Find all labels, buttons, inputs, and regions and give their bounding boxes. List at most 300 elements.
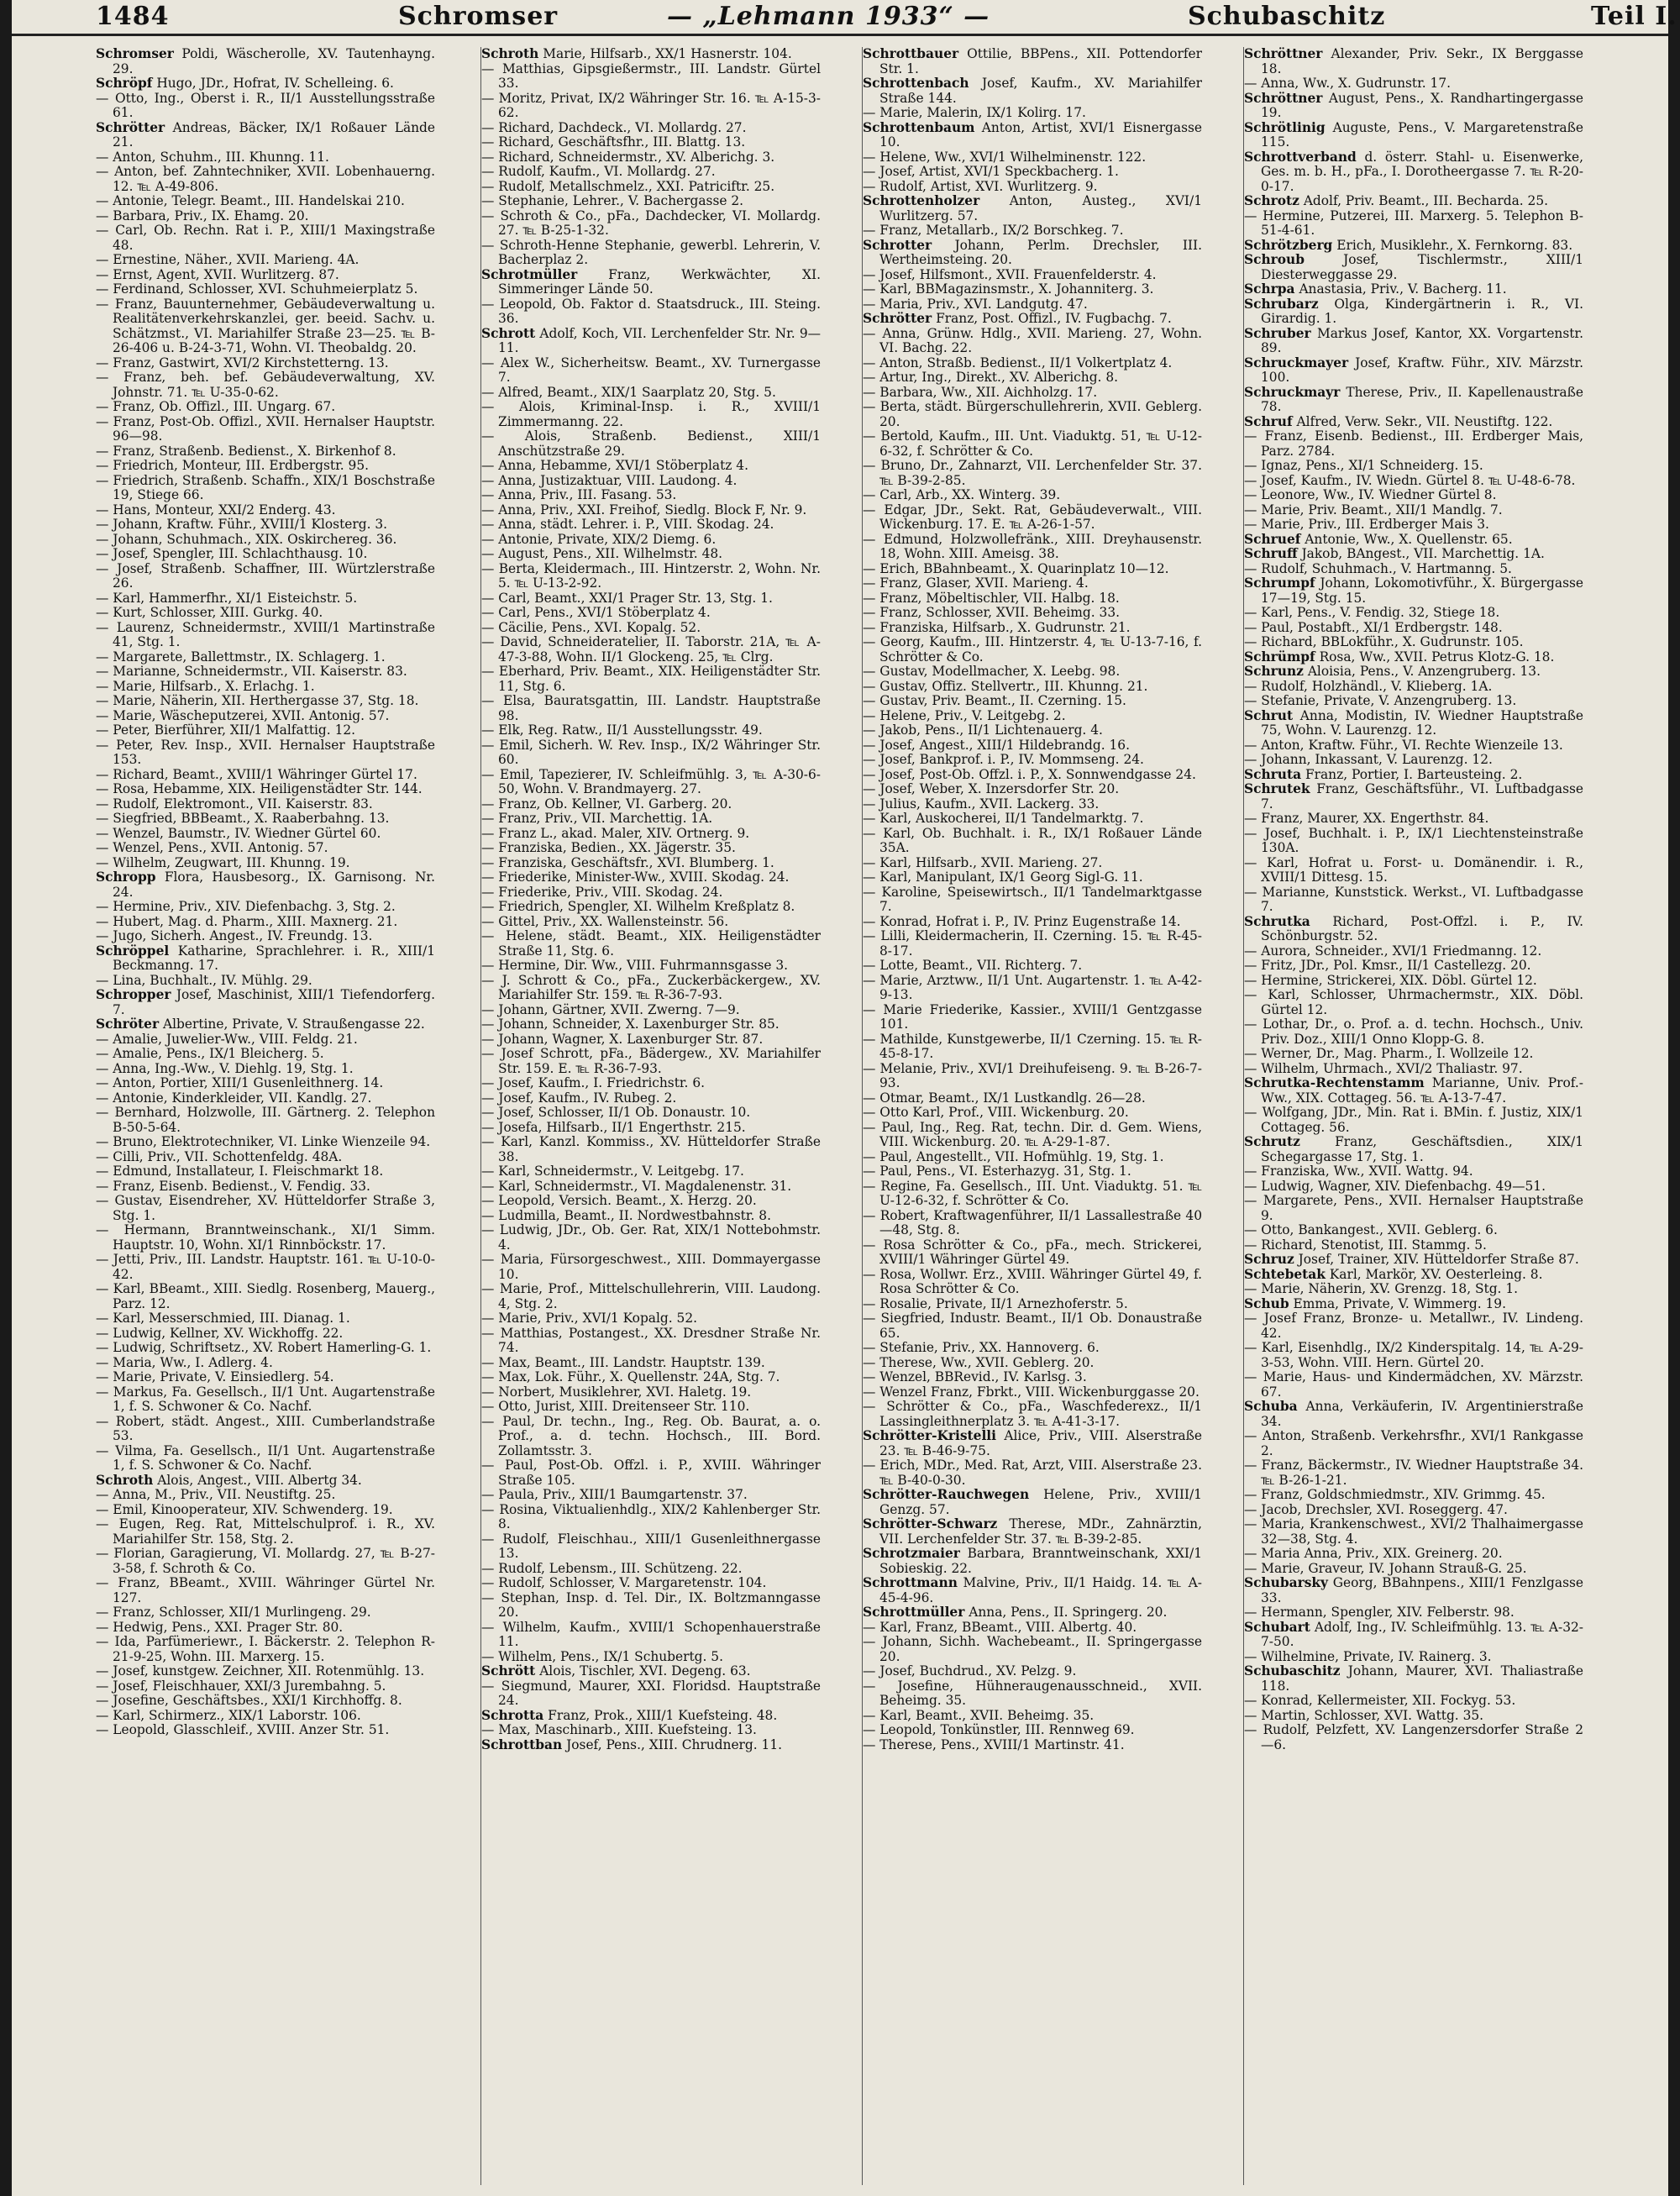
entry-text: — Gittel, Priv., XX. Wallensteinstr. 56. (481, 913, 729, 929)
entry-text: — Berta, Kleidermach., III. Hintzerstr. 2, Wohn. Nr. 5. ℡ U-13-2-92. (481, 560, 821, 591)
directory-entry (481, 665, 821, 694)
entry-text: Adolf, Koch, VII. Lerchenfelder Str. Nr. 9—11. (498, 325, 821, 355)
directory-entry (96, 1223, 435, 1253)
entry-text: — Paula, Priv., XIII/1 Baumgartenstr. 37. (481, 1487, 748, 1502)
entry-text: — Karl, BBMagazinsmstr., X. Johanniterg. 3. (863, 281, 1154, 297)
directory-entry (481, 1562, 821, 1577)
entry-text: — Franz, Glaser, XVII. Marieng. 4. (863, 575, 1089, 591)
entry-text: Johann, Lokomotivführ., X. Bürgergasse 17—19, Stg. 15. (1261, 575, 1583, 606)
directory-entry (96, 165, 435, 194)
entry-text: — Hermine, Dir. Ww., VIII. Fuhrmannsgasse 3. (481, 958, 789, 973)
directory-entry (481, 1091, 821, 1106)
entry-text: — Kurt, Schlosser, XIII. Gurkg. 40. (96, 605, 323, 620)
entry-text: — Elk, Reg. Ratw., II/1 Ausstellungsstr. 49. (481, 722, 763, 738)
directory-entry (481, 1503, 821, 1532)
entry-text: — Rosina, Viktualienhdlg., XIX/2 Kahlenberger Str. 8. (481, 1501, 821, 1531)
entry-text: — Wenzel, Pens., XVII. Antonig. 57. (96, 840, 328, 855)
entry-surname: Schrotz (1244, 193, 1299, 208)
directory-entry (863, 1341, 1202, 1356)
directory-entry (1244, 253, 1583, 282)
entry-surname: Schromser (96, 46, 174, 61)
directory-entry (96, 121, 435, 150)
entry-text: — Wolfgang, JDr., Min. Rat i. BMin. f. Justiz, XIX/1 Cottageg. 56. (1244, 1105, 1583, 1135)
directory-entry (1244, 709, 1583, 738)
directory-entry (1244, 885, 1583, 915)
directory-entry (1244, 415, 1583, 430)
entry-text: — Emil, Kinooperateur, XIV. Schwenderg. 19. (96, 1501, 393, 1517)
directory-entry (96, 1311, 435, 1327)
entry-text: — Antonie, Telegr. Beamt., III. Handelskai 210. (96, 193, 405, 208)
entry-text: — Friederike, Priv., VIII. Skodag. 24. (481, 884, 723, 900)
entry-text: — Alex W., Sicherheitsw. Beamt., XV. Turnergasse 7. (481, 355, 821, 385)
directory-entry (96, 812, 435, 827)
entry-text: — Anton, Schuhm., III. Khunng. 11. (96, 149, 329, 165)
directory-entry (96, 900, 435, 915)
entry-text: Malvine, Priv., II/1 Haidg. 14. ℡ A-45-4-96. (879, 1575, 1202, 1605)
entry-text: Anna, Modistin, IV. Wiedner Hauptstraße 75, Wohn. V. Laurenzg. 12. (1261, 707, 1583, 738)
directory-entry (1244, 635, 1583, 650)
directory-entry (96, 680, 435, 695)
directory-entry (481, 929, 821, 959)
entry-text: — Anna, Justizaktuar, VIII. Laudong. 4. (481, 472, 738, 488)
directory-entry (1244, 1268, 1583, 1283)
directory-entry (96, 356, 435, 371)
entry-text: Flora, Hausbesorg., IX. Garnisong. Nr. 24. (113, 869, 435, 900)
entry-surname: Schrötter-Schwarz (863, 1516, 998, 1531)
entry-surname: Schrötzberg (1244, 237, 1333, 253)
entry-text: — Josef, kunstgew. Zeichner, XII. Rotenmühlg. 13. (96, 1663, 425, 1679)
directory-entry (96, 1150, 435, 1165)
directory-entry (481, 165, 821, 180)
directory-entry (1244, 1664, 1583, 1694)
entry-text: — Hermine, Priv., XIV. Diefenbachg. 3, Stg. 2. (96, 899, 396, 914)
directory-entry (1244, 1547, 1583, 1562)
entry-text: — Karl, Hilfsarb., XVII. Marieng. 27. (863, 854, 1103, 870)
entry-text: — Peter, Rev. Insp., XVII. Hernalser Hauptstraße 153. (96, 737, 435, 767)
entry-text: — Hermann, Branntweinschank., XI/1 Simm. Hauptstr. 10, Wohn. XI/1 Rinnböckstr. 17. (96, 1222, 435, 1253)
entry-text: — Anna, Hebamme, XVI/1 Stöberplatz 4. (481, 458, 748, 473)
directory-entry (863, 76, 1202, 106)
directory-entry (96, 665, 435, 680)
entry-text: Franz, Werkwächter, XI. Simmeringer Lände 50. (498, 266, 821, 297)
entry-text: — Eberhard, Priv. Beamt., XIX. Heiligenstädter Str. 11, Stg. 6. (481, 664, 821, 694)
entry-text: — Eugen, Reg. Rat, Mittelschulprof. i. R., XV. Mariahilfer Str. 158, Stg. 2. (96, 1516, 435, 1547)
entry-surname: Schrotzmaier (863, 1546, 960, 1561)
directory-entry (863, 386, 1202, 401)
entry-surname: Schrümpf (1244, 649, 1315, 665)
entry-text: — Anton, Kraftw. Führ., VI. Rechte Wienzeile 13. (1244, 737, 1563, 753)
directory-entry (481, 1488, 821, 1503)
directory-entry (863, 1709, 1202, 1724)
directory-entry (96, 1370, 435, 1385)
entry-text: — Ignaz, Pens., XI/1 Schneiderg. 15. (1244, 458, 1483, 473)
entry-text: — Franziska, Hilfsarb., X. Gudrunstr. 21. (863, 619, 1131, 635)
entry-text: — Carl, Ob. Rechn. Rat i. P., XIII/1 Maxingstraße 48. (96, 223, 435, 253)
entry-text: Richard, Post-Offzl. i. P., IV. Schönburgstr. 52. (1261, 913, 1583, 943)
directory-entry (96, 1415, 435, 1444)
directory-entry (1244, 782, 1583, 812)
entry-surname: Schrubarz (1244, 296, 1319, 312)
directory-entry (96, 1327, 435, 1342)
entry-surname: Schrunz (1244, 664, 1304, 679)
directory-entry (96, 1341, 435, 1356)
entry-text: — Regine, Fa. Gesellsch., III. Unt. Viaduktg. 51. ℡ U-12-6-32, f. Schrötter & Co. (863, 1178, 1202, 1208)
directory-entry (1244, 606, 1583, 621)
directory-entry (96, 827, 435, 842)
entry-text: — Bruno, Elektrotechniker, VI. Linke Wienzeile 94. (96, 1134, 431, 1149)
directory-entry (481, 768, 821, 797)
entry-text: — Laurenz, Schneidermstr., XVIII/1 Martinstraße 41, Stg. 1. (96, 619, 435, 649)
entry-text: Markus Josef, Kantor, XX. Vorgartenstr. 89. (1261, 325, 1583, 355)
entry-text: — Siegfried, BBBeamt., X. Raaberbahng. 13. (96, 811, 390, 826)
entry-text: — Franz, Ob. Offizl., III. Ungarg. 67. (96, 399, 336, 414)
entry-text: — Gustav, Offiz. Stellvertr., III. Khunng. 21. (863, 678, 1148, 694)
directory-entry (96, 503, 435, 518)
directory-entry (96, 944, 435, 974)
directory-entry (1244, 1650, 1583, 1665)
directory-entry (1244, 1106, 1583, 1135)
directory-entry (863, 239, 1202, 268)
directory-entry (863, 768, 1202, 783)
directory-entry (1244, 1282, 1583, 1297)
directory-entry (863, 959, 1202, 974)
entry-text: — Johann, Wagner, X. Laxenburger Str. 87. (481, 1031, 764, 1047)
directory-entry (481, 1311, 821, 1327)
directory-entry (481, 239, 821, 268)
entry-text: — Anton, bef. Zahntechniker, XVII. Lobenhauerng. 12. ℡ A-49-806. (96, 164, 435, 194)
entry-text: — Ludwig, Kellner, XV. Wickhoffg. 22. (96, 1325, 344, 1341)
directory-entry (863, 709, 1202, 724)
directory-entry (481, 1621, 821, 1650)
entry-text: — Josefa, Hilfsarb., II/1 Engerthstr. 215. (481, 1119, 746, 1135)
directory-entry (1244, 621, 1583, 636)
entry-text: — Marie, Näherin, XV. Grenzg. 18, Stg. 1. (1244, 1281, 1519, 1296)
entry-text: Emma, Private, V. Wimmerg. 19. (1293, 1295, 1506, 1311)
entry-text: — Karoline, Speisewirtsch., II/1 Tandelmarktgasse 7. (863, 884, 1202, 914)
entry-text: Olga, Kindergärtnerin i. R., VI. Girardig. 1. (1261, 296, 1583, 326)
entry-text: — Franz, Bauunternehmer, Gebäudeverwaltung u. Realitätenverkehrskanzlei, ger. beeid. Sachv. u. Schätzmst., VI. Mariahilfer Straße 23—25. ℡ B-26-406 u. B-24-3-71, Wohn. VI. Theobaldg. 20. (96, 296, 435, 355)
entry-text: — Edgar, JDr., Sekt. Rat, Gebäudeverwalt., VIII. Wickenburg. 17. E. ℡ A-26-1-57. (863, 502, 1202, 532)
directory-entry (481, 474, 821, 489)
entry-text: — Rudolf, Schuhmach., V. Hartmanng. 5. (1244, 560, 1512, 576)
directory-entry (481, 503, 821, 518)
entry-text: Therese, MDr., Zahnärztin, VII. Lerchenfelder Str. 37. ℡ B-39-2-85. (879, 1516, 1202, 1547)
directory-entry (1244, 944, 1583, 959)
directory-entry (96, 1517, 435, 1547)
entry-text: — Antonie, Kinderkleider, VII. Kandlg. 27. (96, 1090, 372, 1106)
directory-entry (1244, 988, 1583, 1017)
directory-entry (863, 665, 1202, 680)
entry-text: — Franz, BBeamt., XVIII. Währinger Gürtel Nr. 127. (96, 1575, 435, 1605)
entry-text: — Edmund, Installateur, I. Fleischmarkt 18. (96, 1164, 384, 1179)
entry-text: — Georg, Kaufm., III. Hintzerstr. 4, ℡ U-13-7-16, f. Schrötter & Co. (863, 634, 1202, 665)
directory-entry (481, 1209, 821, 1224)
entry-text: — Marie, Priv., III. Erdberger Mais 3. (1244, 517, 1489, 532)
entry-text: — Josef, Straßenb. Schaffner, III. Würtzlerstraße 26. (96, 560, 435, 591)
directory-entry (1244, 517, 1583, 533)
directory-entry (1244, 356, 1583, 386)
entry-text: — Otto, Ing., Oberst i. R., II/1 Ausstellungsstraße 61. (96, 90, 435, 120)
directory-entry (863, 1150, 1202, 1165)
entry-surname: Schrutka-Rechtenstamm (1244, 1075, 1425, 1090)
directory-entry (96, 723, 435, 738)
directory-entry (863, 797, 1202, 812)
entry-text: — Josef, Schlosser, II/1 Ob. Donaustr. 10. (481, 1105, 751, 1120)
entry-text: — Franz, Schlosser, XVII. Beheimg. 33. (863, 605, 1121, 620)
entry-text: — Karl, Hofrat u. Forst- u. Domänendir. i. R., XVIII/1 Dittesg. 15. (1244, 854, 1583, 885)
directory-entry (1244, 474, 1583, 489)
directory-entry (96, 1694, 435, 1709)
entry-text: — Fritz, JDr., Pol. Kmsr., II/1 Castellezg. 20. (1244, 958, 1531, 973)
directory-entry (96, 1488, 435, 1503)
entry-text: — Hubert, Mag. d. Pharm., XIII. Maxnerg. 21. (96, 913, 398, 929)
entry-text: Anton, Artist, XVI/1 Eisnergasse 10. (879, 119, 1202, 150)
entry-text: — Stefanie, Private, V. Anzengruberg. 13. (1244, 693, 1517, 708)
entry-text: — Richard, Schneidermstr., XV. Alberichg. 3. (481, 149, 775, 165)
directory-entry (96, 768, 435, 783)
header-last-entry: Schubaschitz (1188, 2, 1386, 31)
entry-text: — Franz, Ob. Kellner, VI. Garberg. 20. (481, 796, 732, 812)
directory-entry (481, 974, 821, 1003)
directory-entry (481, 635, 821, 665)
entry-text: — Josef Schrott, pFa., Bädergew., XV. Mariahilfer Str. 159. E. ℡ R-36-7-93. (481, 1046, 821, 1076)
directory-entry (863, 1091, 1202, 1106)
entry-text: — Wilhelmine, Private, IV. Rainerg. 3. (1244, 1648, 1492, 1664)
entry-text: — Rudolf, Schlosser, V. Margaretenstr. 104. (481, 1575, 767, 1590)
directory-entry (1244, 1605, 1583, 1621)
entry-text: — Robert, Kraftwagenführer, II/1 Lassallestraße 40—48, Stg. 8. (863, 1207, 1202, 1237)
entry-text: — Marie, Arztww., II/1 Unt. Augartenstr. 1. ℡ A-42-9-13. (863, 972, 1202, 1002)
directory-entry (96, 1576, 435, 1605)
directory-entry (863, 268, 1202, 283)
entry-text: — Rosa, Wollwr. Erz., XVIII. Währinger Gürtel 49, f. Rosa Schrötter & Co. (863, 1266, 1202, 1296)
directory-entry (1244, 76, 1583, 92)
entry-surname: Schröttner (1244, 90, 1323, 106)
entry-surname: Schrottenbaum (863, 119, 975, 135)
directory-entry (481, 856, 821, 871)
entry-text: — Maria, Fürsorgeschwest., XIII. Dommayergasse 10. (481, 1252, 821, 1282)
entry-text: — Florian, Garagierung, VI. Mollardg. 27, ℡ B-27-3-58, f. Schroth & Co. (96, 1546, 435, 1576)
entry-text: — Franz, Möbeltischler, VII. Halbg. 18. (863, 590, 1120, 606)
directory-entry (863, 1605, 1202, 1621)
directory-entry (96, 694, 435, 709)
directory-entry (863, 1062, 1202, 1091)
directory-entry (481, 209, 821, 239)
directory-entry (481, 885, 821, 901)
directory-entry (96, 1444, 435, 1474)
directory-entry (96, 1635, 435, 1664)
entry-text: — Karl, Auskocherei, II/1 Tandelmarktg. 7. (863, 811, 1144, 826)
directory-entry (1244, 47, 1583, 76)
entry-text: — Karl, Messerschmied, III. Dianag. 1. (96, 1311, 350, 1326)
entry-text: Karl, Markör, XV. Oesterleing. 8. (1329, 1266, 1543, 1282)
entry-text: — Josefine, Hühneraugenausschneid., XVII. Beheimg. 35. (863, 1678, 1202, 1708)
entry-text: — Paul, Pens., VI. Esterhazyg. 31, Stg. 1. (863, 1164, 1131, 1179)
directory-entry (481, 1400, 821, 1415)
directory-entry (96, 1032, 435, 1048)
directory-entry (1244, 92, 1583, 121)
entry-surname: Schub (1244, 1295, 1289, 1311)
directory-entry (481, 1076, 821, 1091)
entry-text: — Hans, Monteur, XXI/2 Enderg. 43. (96, 502, 336, 517)
directory-entry (863, 694, 1202, 709)
entry-text: — Alois, Kriminal-Insp. i. R., XVIII/1 Zimmermanng. 22. (481, 399, 821, 429)
entry-text: — Franz, Bäckermstr., IV. Wiedner Hauptstraße 34. ℡ B-26-1-21. (1244, 1458, 1583, 1488)
directory-entry (1244, 1694, 1583, 1709)
entry-text: — Stefanie, Priv., XX. Hannoverg. 6. (863, 1340, 1100, 1355)
entry-text: — Marianne, Kunststick. Werkst., VI. Luftbadgasse 7. (1244, 884, 1583, 914)
directory-entry (1244, 209, 1583, 239)
entry-text: — Franz L., akad. Maler, XIV. Ortnerg. 9. (481, 825, 750, 841)
directory-entry (481, 194, 821, 209)
entry-text: — Ida, Parfümeriewr., I. Bäckerstr. 2. Telephon R-21-9-25, Wohn. III. Marxerg. 15. (96, 1634, 435, 1664)
entry-text: — Matthias, Postangest., XX. Dresdner Straße Nr. 74. (481, 1325, 821, 1355)
directory-entry (863, 1621, 1202, 1636)
directory-entry (96, 591, 435, 607)
entry-text: — Hedwig, Pens., XXI. Prager Str. 80. (96, 1619, 344, 1635)
directory-entry (481, 723, 821, 738)
entry-surname: Schroub (1244, 252, 1305, 267)
directory-entry (481, 47, 821, 62)
entry-text: — Ludwig, Wagner, XIV. Diefenbachg. 49—51. (1244, 1178, 1546, 1194)
entry-text: — Cäcilie, Pens., XVI. Kopalg. 52. (481, 619, 701, 635)
directory-entry (1244, 194, 1583, 209)
directory-entry (481, 1179, 821, 1195)
directory-entry (481, 1664, 821, 1679)
directory-entry (863, 562, 1202, 577)
directory-entry (863, 533, 1202, 562)
entry-text: Alois, Tischler, XVI. Degeng. 63. (539, 1663, 751, 1679)
directory-entry (96, 1503, 435, 1518)
entry-surname: Schröttner (1244, 46, 1323, 61)
directory-entry (481, 1679, 821, 1709)
directory-entry (863, 885, 1202, 915)
entry-text: — Rudolf, Metallschmelz., XXI. Patriciftr. 25. (481, 178, 775, 194)
entry-text: — Anton, Straßenb. Verkehrsfhr., XVI/1 Rankgasse 2. (1244, 1428, 1583, 1458)
directory-entry (481, 591, 821, 607)
entry-text: Hugo, JDr., Hofrat, IV. Schelleing. 6. (156, 76, 394, 91)
directory-entry (96, 1091, 435, 1106)
page-number: 1484 (96, 2, 170, 31)
entry-text: — Melanie, Priv., XVI/1 Dreihufeiseng. 9. ℡ B-26-7-93. (863, 1060, 1202, 1090)
directory-entry (481, 915, 821, 930)
directory-entry (863, 312, 1202, 327)
entry-text: — Siegfried, Industr. Beamt., II/1 Ob. Donaustraße 65. (863, 1311, 1202, 1341)
directory-entry (481, 1385, 821, 1400)
entry-text: Therese, Priv., II. Kapellenaustraße 78. (1261, 384, 1583, 414)
directory-entry (481, 1532, 821, 1562)
entry-text: — Wenzel, Baumstr., IV. Wiedner Gürtel 60. (96, 825, 381, 841)
entry-text: — Matthias, Gipsgießermstr., III. Landstr. Gürtel 33. (481, 60, 821, 91)
directory-entry (96, 1253, 435, 1282)
entry-text: — Hermann, Spengler, XIV. Felberstr. 98. (1244, 1605, 1515, 1620)
directory-column-3 (862, 47, 1202, 2185)
directory-entry (1244, 429, 1583, 459)
entry-text: Albertine, Private, V. Straußengasse 22. (162, 1017, 425, 1032)
entry-text: — Edmund, Holzwollefränk., XIII. Dreyhausenstr. 18, Wohn. XIII. Ameisg. 38. (863, 531, 1202, 561)
directory-entry (96, 782, 435, 797)
entry-text: — Johann, Gärtner, XVII. Zwerng. 7—9. (481, 1001, 740, 1017)
entry-text: — Berta, städt. Bürgerschullehrerin, XVII. Geblerg. 20. (863, 399, 1202, 429)
entry-text: Josef, Tischlermstr., XIII/1 Diesterweggasse 29. (1261, 252, 1583, 282)
entry-text: — Marie, Näherin, XII. Herthergasse 37, Stg. 18. (96, 693, 419, 708)
entry-text: — Paul, Dr. techn., Ing., Reg. Ob. Baurat, a. o. Prof., a. d. techn. Hochsch., III. Bord. Zollamtsstr. 3. (481, 1413, 821, 1458)
directory-entry (1244, 812, 1583, 827)
header-title: — „Lehmann 1933“ — (667, 2, 990, 31)
entry-text: — Martin, Schlosser, XVI. Wattg. 35. (1244, 1707, 1484, 1723)
entry-text: — Ernestine, Näher., XVII. Marieng. 4A. (96, 252, 360, 267)
directory-entry (96, 841, 435, 856)
entry-text: — Wilhelm, Zeugwart, III. Khunng. 19. (96, 854, 350, 870)
entry-text: Erich, Musiklehr., X. Fernkorng. 83. (1336, 237, 1573, 253)
entry-text: — Anna, Ww., X. Gudrunstr. 17. (1244, 76, 1452, 91)
entry-text: — Karl, Pens., V. Fendig. 32, Stiege 18. (1244, 605, 1500, 620)
entry-text: — Otto, Bankangest., XVII. Geblerg. 6. (1244, 1222, 1498, 1237)
directory-entry (863, 1664, 1202, 1679)
directory-entry (96, 92, 435, 121)
directory-entry (96, 1282, 435, 1311)
entry-text: — Lothar, Dr., o. Prof. a. d. techn. Hochsch., Univ. Priv. Doz., XIII/1 Onno Klopp-G. 8. (1244, 1017, 1583, 1047)
entry-text: — Helene, Ww., XVI/1 Wilhelminenstr. 122. (863, 149, 1147, 165)
directory-entry (481, 870, 821, 885)
directory-entry (1244, 1488, 1583, 1503)
directory-entry (863, 1488, 1202, 1517)
entry-text: — Karl, BBeamt., XIII. Siedlg. Rosenberg, Mauerg., Parz. 12. (96, 1281, 435, 1311)
entry-text: — Lotte, Beamt., VII. Richterg. 7. (863, 958, 1083, 973)
directory-entry (96, 562, 435, 591)
entry-text: — Carl, Pens., XVI/1 Stöberplatz 4. (481, 605, 711, 620)
directory-entry (1244, 1503, 1583, 1518)
entry-text: — Karl, Schirmerz., XIX/1 Laborstr. 106. (96, 1707, 361, 1723)
directory-entry (1244, 738, 1583, 754)
directory-entry (96, 1106, 435, 1135)
entry-text: — Marie, Graveur, IV. Johann Strauß-G. 25. (1244, 1560, 1527, 1576)
directory-entry (863, 1032, 1202, 1062)
entry-text: — Erich, BBahnbeamt., X. Quarinplatz 10—12. (863, 560, 1169, 576)
directory-entry (1244, 1253, 1583, 1268)
entry-text: — Rosa, Hebamme, XIX. Heiligenstädter Str. 144. (96, 781, 423, 796)
directory-entry (863, 1679, 1202, 1709)
directory-entry (96, 1194, 435, 1223)
directory-entry (863, 753, 1202, 768)
entry-text: Adolf, Ing., IV. Schleifmühlg. 13. ℡ A-32-7-50. (1261, 1619, 1583, 1649)
entry-text: Marianne, Univ. Prof.-Ww., XIX. Cottageg. 56. ℡ A-13-7-47. (1261, 1075, 1583, 1106)
directory-entry (96, 650, 435, 665)
directory-entry (1244, 1135, 1583, 1164)
directory-entry (96, 474, 435, 503)
entry-text: — Karl, Manipulant, IX/1 Georg Sigl-G. 11. (863, 869, 1143, 885)
entry-text: — Margarete, Ballettmstr., IX. Schlagerg. 1. (96, 649, 386, 665)
entry-text: — Therese, Ww., XVII. Geblerg. 20. (863, 1354, 1095, 1370)
entry-text: — Mathilde, Kunstgewerbe, II/1 Czerning. 15. ℡ R-45-8-17. (863, 1031, 1202, 1061)
entry-text: — Ferdinand, Schlosser, XVI. Schuhmeierplatz 5. (96, 281, 418, 297)
directory-entry (863, 503, 1202, 533)
entry-text: — Werner, Dr., Mag. Pharm., I. Wollzeile 12. (1244, 1046, 1534, 1061)
entry-surname: Schrottenbach (863, 76, 969, 91)
directory-entry (1244, 282, 1583, 297)
entry-surname: Schrotta (481, 1707, 544, 1723)
header-first-entry: Schromser (398, 2, 559, 31)
entry-text: — Anna, Grünw. Hdlg., XVII. Marieng. 27, Wohn. VI. Bachg. 22. (863, 325, 1202, 355)
entry-surname: Schrötlinig (1244, 119, 1326, 135)
entry-text: Poldi, Wäscherolle, XV. Tautenhayng. 29. (113, 46, 435, 76)
entry-text: Anna, Pens., II. Springerg. 20. (969, 1605, 1168, 1620)
directory-entry (863, 856, 1202, 871)
directory-entry (481, 1121, 821, 1136)
directory-entry (863, 459, 1202, 488)
entry-text: — Anna, Ing.-Ww., V. Diehlg. 19, Stg. 1. (96, 1060, 354, 1076)
entry-text: — Amalie, Juwelier-Ww., VIII. Feldg. 21. (96, 1031, 358, 1047)
